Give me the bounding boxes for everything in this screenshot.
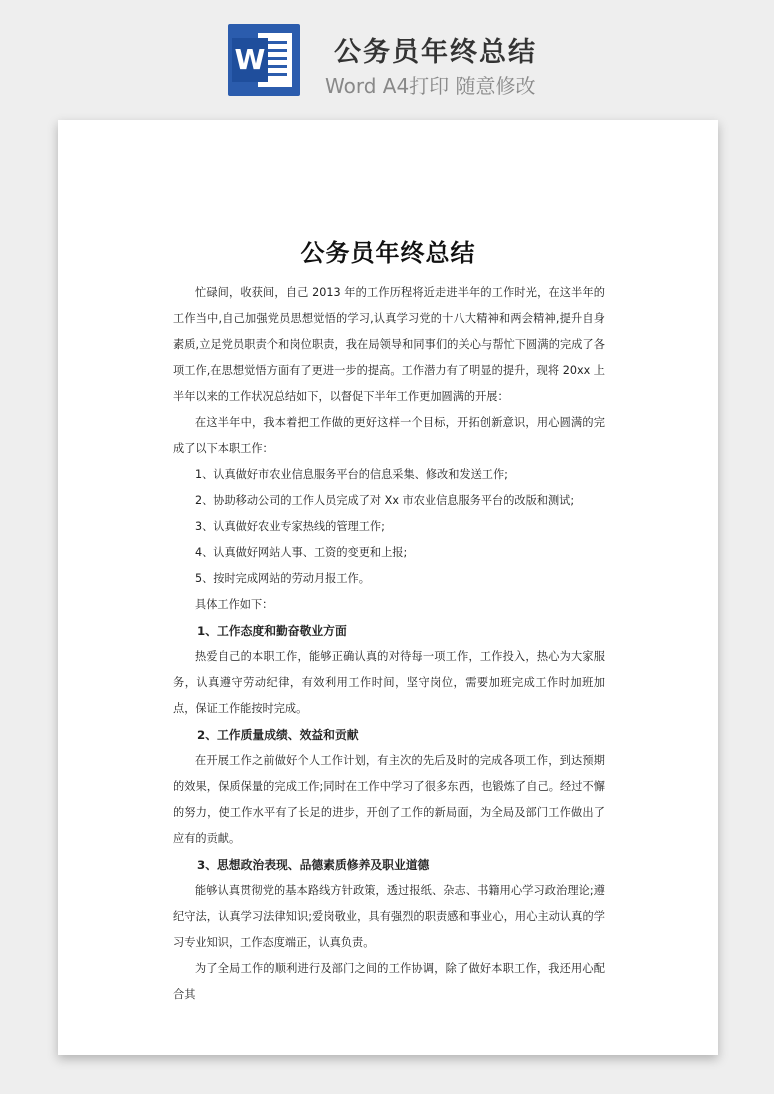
document-body: [173, 280, 605, 1008]
header-banner: [0, 0, 774, 110]
body-paragraph: 热爱自己的本职工作，能够正确认真的对待每一项工作，工作投入，热心为大家服务，认真遵守劳动纪律，有效利用工作时间，坚守岗位，需要加班完成工作时加班加点，保证工作能按时完成。: [173, 650, 605, 715]
section-heading: 1、工作态度和勤奋敬业方面: [197, 624, 347, 638]
list-intro: 具体工作如下：: [195, 598, 274, 611]
document-page: [58, 120, 718, 1055]
word-letter: W: [232, 38, 268, 82]
word-logo-icon: [228, 24, 300, 96]
section-heading: 2、工作质量成绩、效益和贡献: [197, 728, 359, 742]
body-paragraph: 在开展工作之前做好个人工作计划，有主次的先后及时的完成各项工作，到达预期的效果，保质保量的完成工作;同时在工作中学习了很多东西，也锻炼了自己。经过不懈的努力，使工作水平有了长足的进步，开创了工作的新局面，为全局及部门工作做出了应有的贡献。: [173, 754, 605, 845]
document-title: 公务员年终总结: [300, 239, 476, 267]
section-heading: 3、思想政治表现、品德素质修养及职业道德: [197, 858, 430, 872]
list-item: 4、认真做好网站人事、工资的变更和上报;: [195, 546, 408, 559]
list-item: 1、认真做好市农业信息服务平台的信息采集、修改和发送工作;: [195, 468, 508, 481]
list-item: 3、认真做好农业专家热线的管理工作;: [195, 520, 385, 533]
header-subtitle: Word A4打印 随意修改: [325, 74, 536, 98]
body-paragraph: 能够认真贯彻党的基本路线方针政策，透过报纸、杂志、书籍用心学习政治理论;遵纪守法，认真学习法律知识;爱岗敬业，具有强烈的职责感和事业心，用心主动认真的学习专业知识，工作态度端正，认真负责。: [173, 884, 605, 949]
body-paragraph: 忙碌间，收获间，自己 2013 年的工作历程将近走进半年的工作时光，在这半年的工作当中,自己加强党员思想觉悟的学习,认真学习党的十八大精神和两会精神,提升自身素质,立足党员职责个和岗位职责，我在局领导和同事们的关心与帮忙下圆满的完成了各项工作,在思想觉悟方面有了更进一步的提高。工作潜力有了明显的提升，现将 20xx 上半年以来的工作状况总结如下，以督促下半年工作更加圆满的开展：: [173, 286, 605, 403]
body-paragraph: 在这半年中，我本着把工作做的更好这样一个目标，开拓创新意识，用心圆满的完成了以下本职工作：: [173, 416, 605, 455]
list-item: 2、协助移动公司的工作人员完成了对 Xx 市农业信息服务平台的改版和测试;: [195, 494, 575, 507]
list-item: 5、按时完成网站的劳动月报工作。: [195, 572, 370, 585]
header-title: 公务员年终总结: [334, 37, 537, 68]
body-paragraph: 为了全局工作的顺利进行及部门之间的工作协调，除了做好本职工作，我还用心配合其: [173, 962, 605, 1001]
